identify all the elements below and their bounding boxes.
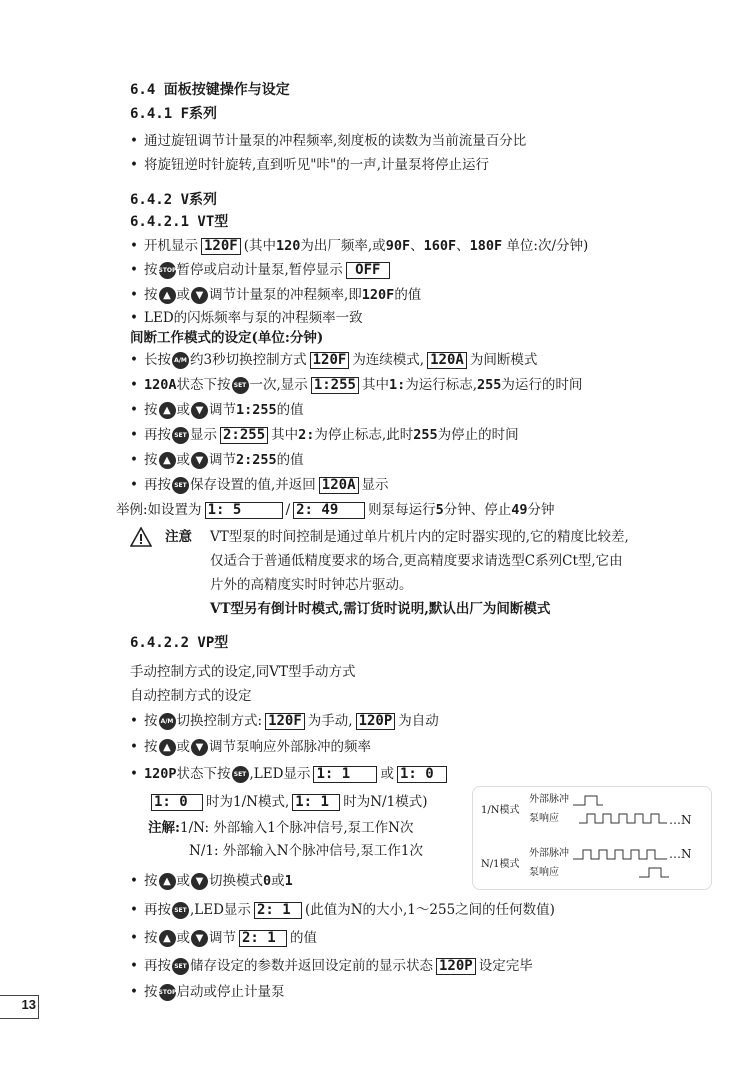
led-display: 1: 0 [397, 766, 447, 783]
am-key-icon: A/M [172, 352, 189, 369]
up-key-icon: ▲ [159, 739, 176, 756]
up-key-icon: ▲ [159, 402, 176, 419]
down-key-icon: ▼ [191, 402, 208, 419]
up-key-icon: ▲ [159, 287, 176, 304]
diagram-label-1n: 1/N模式 [481, 805, 520, 816]
led-display: 1: 1 [313, 766, 377, 783]
vp-bullet-7: • 再按 SET 储存设定的参数并返回设定前的显示状态 120P 设定完毕 [130, 958, 533, 974]
vp-bullet-6: • 按 ▲ 或 ▼ 调节 2: 1 的值 [130, 930, 317, 946]
int-bullet-2: • 120A状态下按 SET 一次,显示 1:255 其中1:为运行标志,255为运行的时间 [130, 377, 583, 393]
f-bullet-1: • 通过旋钮调节计量泵的冲程频率,刻度板的读数为当前流量百分比 [130, 133, 527, 149]
vp-bullet-5: • 再按 SET ,LED显示 2: 1 (此值为N的大小,1～255之间的任何数值) [130, 902, 555, 918]
diagram-label-ext: 外部脉冲 [529, 794, 569, 805]
led-display: 2: 49 [293, 502, 365, 519]
vp-bullet-4: • 按 ▲ 或 ▼ 切换模式0或1 [130, 873, 293, 889]
interval-mode-title: 间断工作模式的设定(单位:分钟) [130, 330, 324, 346]
pulse-mode-diagram [472, 786, 712, 890]
set-key-icon: SET [172, 427, 189, 444]
vp-note-1: 注解:1/N: 外部输入1个脉冲信号,泵工作N次 [148, 820, 414, 836]
led-display: 120A [319, 477, 359, 494]
vp-note-2: N/1: 外部输入N个脉冲信号,泵工作1次 [189, 843, 423, 859]
int-bullet-3: • 按 ▲ 或 ▼ 调节1:255的值 [130, 402, 304, 418]
am-key-icon: A/M [159, 713, 176, 730]
led-display: 1: 0 [151, 794, 203, 811]
up-key-icon: ▲ [159, 930, 176, 947]
page-number: 13 [21, 997, 36, 1012]
vp-mode-line: 1: 0 时为1/N模式, 1: 1 时为N/1模式) [148, 792, 427, 812]
led-display: 120F [265, 713, 305, 730]
note-line-2: 仅适合于普通低精度要求的场合,更高精度要求请选型C系列Ct型,它由 [210, 553, 623, 569]
section-heading-6-4-2: 6.4.2 V系列 [130, 192, 218, 208]
int-bullet-6: • 再按 SET 保存设置的值,并返回 120A 显示 [130, 477, 389, 493]
note-line-1: VT型泵的时间控制是通过单片机片内的定时器实现的,它的精度比较差, [210, 529, 629, 545]
int-bullet-5: • 按 ▲ 或 ▼ 调节2:255的值 [130, 452, 304, 468]
down-key-icon: ▼ [191, 739, 208, 756]
down-key-icon: ▼ [191, 930, 208, 947]
led-display: 120F [201, 238, 241, 255]
set-key-icon: SET [172, 902, 189, 919]
up-key-icon: ▲ [159, 873, 176, 890]
f-bullet-2: • 将旋钮逆时针旋转,直到听见"咔"的一声,计量泵将停止运行 [130, 157, 490, 173]
led-display: 120A [427, 352, 467, 369]
led-display: 2: 1 [254, 902, 302, 919]
vt-bullet-1: • 开机显示 120F (其中120为出厂频率,或90F、160F、180F 单位:次/分钟) [130, 238, 589, 254]
led-display: 120P [356, 713, 396, 730]
section-heading-6-4-2-2: 6.4.2.2 VP型 [130, 635, 229, 651]
vp-bullet-2: • 按 ▲ 或 ▼ 调节泵响应外部脉冲的频率 [130, 739, 371, 755]
down-key-icon: ▼ [191, 873, 208, 890]
diagram-label-n1: N/1模式 [481, 859, 520, 870]
stop-key-icon: STOP [159, 984, 176, 1001]
pulse-waveforms [473, 787, 711, 889]
led-display: 2: 1 [239, 930, 287, 947]
int-bullet-1: • 长按 A/M 约3秒切换控制方式 120F 为连续模式, 120A 为间断模式 [130, 352, 538, 368]
vt-bullet-4: • LED的闪烁频率与泵的冲程频率一致 [130, 310, 363, 326]
stop-key-icon: STOP [159, 262, 176, 279]
diagram-label-ext-2: 外部脉冲 [529, 848, 569, 859]
set-key-icon: SET [232, 377, 249, 394]
led-display: 2:255 [220, 427, 268, 444]
vp-bullet-8: • 按STOP启动或停止计量泵 [130, 984, 285, 1000]
diagram-label-n-2: …N [669, 847, 692, 861]
set-key-icon: SET [172, 477, 189, 494]
note-label: 注意 [165, 529, 192, 545]
section-heading-6-4-1: 6.4.1 F系列 [130, 106, 218, 122]
vp-intro-1: 手动控制方式的设定,同VT型手动方式 [130, 664, 356, 680]
led-display: 1:255 [311, 377, 359, 394]
diagram-label-pump-2: 泵响应 [529, 867, 559, 878]
led-display: 120P [436, 958, 476, 975]
note-line-3: 片外的高精度实时时钟芯片驱动。 [210, 577, 413, 593]
vp-bullet-1: • 按 A/M 切换控制方式: 120F 为手动, 120P 为自动 [130, 713, 439, 729]
note-line-4: VT型另有倒计时模式,需订货时说明,默认出厂为间断模式 [210, 601, 551, 617]
int-bullet-4: • 再按 SET 显示 2:255 其中2:为停止标志,此时255为停止的时间 [130, 427, 519, 443]
set-key-icon: SET [172, 958, 189, 975]
up-key-icon: ▲ [159, 452, 176, 469]
vt-bullet-3: • 按 ▲ 或 ▼ 调节计量泵的冲程频率,即120F的值 [130, 287, 422, 303]
led-display: 120F [310, 352, 350, 369]
diagram-label-pump: 泵响应 [529, 813, 559, 824]
example-line: 举例:如设置为 1: 5 / 2: 49 则泵每运行5分钟、停止49分钟 [116, 502, 555, 518]
vp-bullet-3: • 120P状态下按 SET ,LED显示 1: 1 或 1: 0 [130, 764, 450, 784]
down-key-icon: ▼ [191, 287, 208, 304]
warning-icon [130, 527, 152, 547]
set-key-icon: SET [232, 766, 249, 783]
section-heading-6-4: 6.4 面板按键操作与设定 [130, 82, 290, 98]
led-display: OFF [346, 262, 390, 279]
vt-bullet-2: • 按STOP暂停或启动计量泵,暂停显示 OFF [130, 260, 393, 280]
down-key-icon: ▼ [191, 452, 208, 469]
diagram-label-n: …N [669, 813, 692, 827]
led-display: 1: 1 [292, 794, 340, 811]
led-display: 1: 5 [205, 502, 283, 519]
section-heading-6-4-2-1: 6.4.2.1 VT型 [130, 214, 229, 230]
vp-intro-2: 自动控制方式的设定 [130, 688, 252, 704]
